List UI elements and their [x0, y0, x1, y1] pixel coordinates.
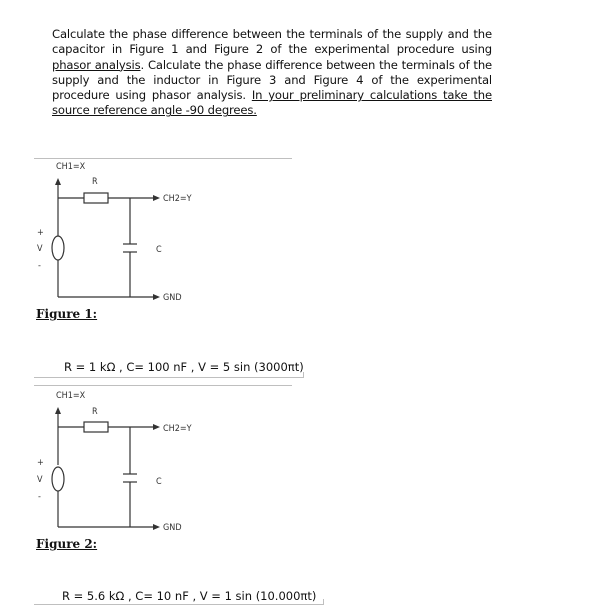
figure2-ch2-arrow	[153, 424, 160, 430]
instructions-part2: . Calculate the phase difference between the terminals of the supply and the inductor in Figure 3 and Figure 4 of the experimental procedure using phasor analysis.	[52, 57, 493, 103]
figure1-r-label: R	[92, 177, 98, 187]
figure1-resistor	[84, 193, 108, 203]
figure2-plus-label: +	[37, 458, 44, 468]
instructions-phasor-link: phasor analysis	[52, 57, 141, 72]
figure1-caption: Figure 1:	[36, 307, 98, 321]
instructions-reference-note: In your preliminary calculations take the source reference angle -90 degrees.	[52, 88, 492, 118]
instructions-part1: Calculate the phase difference between the terminals of the supply and the capacitor in Figure 1 and Figure 2 of the experimental procedure using	[52, 27, 492, 57]
figure2-caption: Figure 2:	[36, 537, 98, 551]
figure2-parameters: R = 5.6 kΩ , C= 10 nF , V = 1 sin (10.000πt)	[62, 589, 317, 603]
figure2-r-label: R	[92, 407, 98, 417]
figure1-gnd-label: GND	[163, 293, 182, 303]
figure1-gnd-arrow	[153, 294, 160, 300]
figure2-ch1-arrow	[55, 407, 61, 414]
figure2-minus-label: -	[38, 492, 41, 502]
figure1-ch1-label: CH1=X	[56, 162, 86, 172]
figure2-ch1-label: CH1=X	[56, 391, 86, 401]
figure1-voltage-source	[52, 236, 64, 260]
figure2-voltage-source	[52, 467, 64, 491]
figure2-gnd-arrow	[153, 524, 160, 530]
figure2-ch2-label: CH2=Y	[163, 424, 192, 434]
figure1-plus-label: +	[37, 228, 44, 238]
figure1-v-label: V	[37, 244, 43, 254]
figure1-parameters: R = 1 kΩ , C= 100 nF , V = 5 sin (3000πt)	[64, 360, 304, 374]
figure2-resistor	[84, 422, 108, 432]
figure2-c-label: C	[156, 477, 162, 487]
figure1-c-label: C	[156, 245, 162, 255]
figure1-minus-label: -	[38, 261, 41, 271]
figure1-ch2-label: CH2=Y	[163, 194, 192, 204]
figure2-v-label: V	[37, 475, 43, 485]
figure1-ch1-arrow	[55, 178, 61, 185]
figure1-ch2-arrow	[153, 195, 160, 201]
figure2-gnd-label: GND	[163, 523, 182, 533]
